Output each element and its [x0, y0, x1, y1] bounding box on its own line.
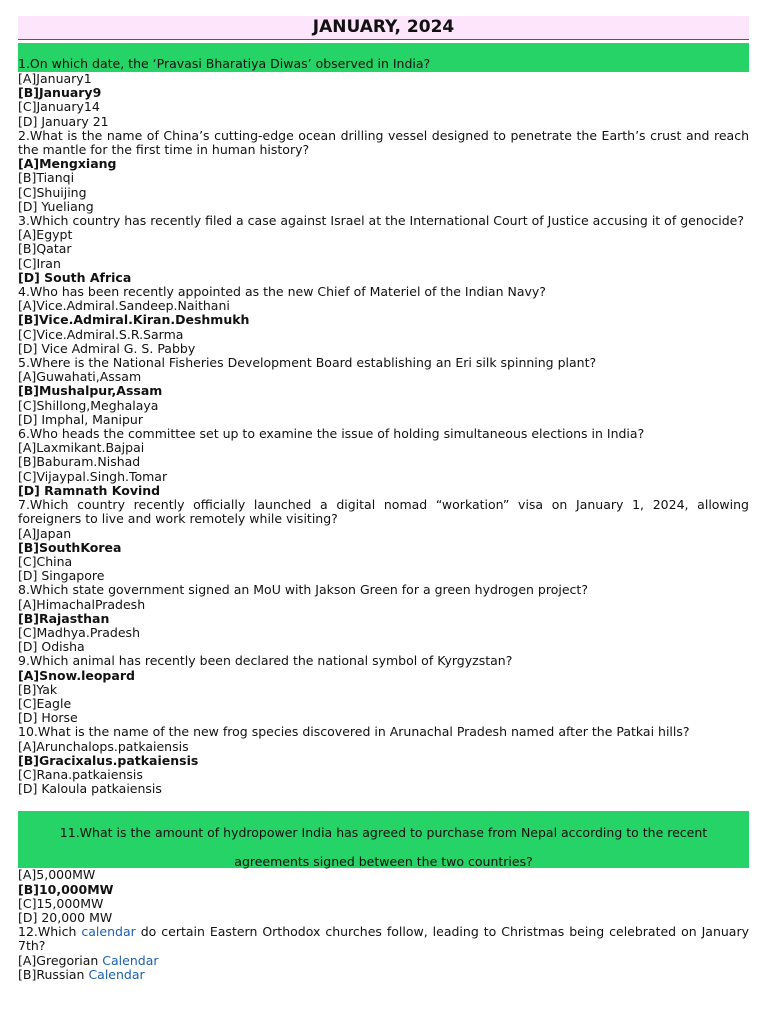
- q6-option-d-answer: [D] Ramnath Kovind: [18, 482, 161, 498]
- q11-option-d: [D] 20,000 MW: [18, 909, 113, 925]
- q12-option-a-calendar-link[interactable]: Calendar: [102, 952, 159, 968]
- q12-text-pre: 12.Which: [18, 924, 82, 940]
- question-7-text: 7.Which country recently officially launched a digital nomad “workation” visa on January 1, 2024, allowing foreigners to live and work remotely while visiting?: [18, 497, 749, 527]
- q1-option-a: [A]January1: [18, 71, 92, 86]
- q10-option-c: [C]Rana.patkaiensis: [18, 766, 143, 782]
- calendar-link[interactable]: calendar: [81, 924, 136, 940]
- q12-option-a-label: [A]Gregorian: [18, 952, 103, 968]
- q3-option-a: [A]Egypt: [18, 227, 73, 243]
- question-10-text: 10.What is the name of the new frog species discovered in Arunachal Pradesh named after the Patkai hills?: [18, 724, 690, 740]
- q8-option-b-answer: [B]Rajasthan: [18, 610, 110, 626]
- q12-text-post: do certain Eastern Orthodox churches follow, leading to Christmas being celebrated on January 7th?: [18, 924, 749, 954]
- q4-option-b-answer: [B]Vice.Admiral.Kiran.Deshmukh: [18, 312, 250, 328]
- q2-option-c: [C]Shuijing: [18, 184, 87, 200]
- q4-option-c: [C]Vice.Admiral.S.R.Sarma: [18, 326, 184, 342]
- q6-option-a: [A]Laxmikant.Bajpai: [18, 440, 145, 456]
- question-11-line2: agreements signed between the two countries?: [234, 854, 533, 870]
- question-3-text: 3.Which country has recently filed a case against Israel at the International Court of Justice accusing it of genocide?: [18, 213, 744, 229]
- q3-option-b: [B]Qatar: [18, 241, 72, 257]
- question-9-text: 9.Which animal has recently been declared the national symbol of Kyrgyzstan?: [18, 653, 513, 669]
- q12-option-b-label: [B]Russian: [18, 966, 89, 982]
- q10-option-a: [A]Arunchalops.patkaiensis: [18, 738, 189, 754]
- question-12-text: [18, 925, 749, 953]
- q1-option-b-answer: [B]January9: [18, 85, 102, 101]
- q7-option-d: [D] Singapore: [18, 568, 105, 584]
- q4-option-a: [A]Vice.Admiral.Sandeep.Naithani: [18, 298, 230, 314]
- question-5-text: 5.Where is the National Fisheries Development Board establishing an Eri silk spinning plant?: [18, 355, 597, 371]
- page-title: JANUARY, 2024: [18, 16, 749, 40]
- q6-option-c: [C]Vijaypal.Singh.Tomar: [18, 468, 168, 484]
- question-6-text: 6.Who heads the committee set up to examine the issue of holding simultaneous elections in India?: [18, 426, 645, 442]
- q11-option-a: [A]5,000MW: [18, 867, 96, 883]
- q4-option-d: [D] Vice Admiral G. S. Pabby: [18, 340, 196, 356]
- question-1-text: 1.On which date, the ‘Pravasi Bharatiya Diwas’ observed in India?: [18, 56, 431, 71]
- q5-option-d: [D] Imphal, Manipur: [18, 411, 143, 427]
- q5-option-c: [C]Shillong,Meghalaya: [18, 397, 159, 413]
- q1-option-d: [D] January 21: [18, 113, 109, 129]
- q7-option-c: [C]China: [18, 553, 73, 569]
- question-11-banner: [18, 811, 749, 868]
- question-11-line1: 11.What is the amount of hydropower India has agreed to purchase from Nepal according to the recent: [59, 825, 708, 841]
- q2-option-b: [B]Tianqi: [18, 170, 75, 186]
- q12-option-b-calendar-link[interactable]: Calendar: [88, 966, 145, 982]
- q6-option-b: [B]Baburam.Nishad: [18, 454, 141, 470]
- q9-option-b: [B]Yak: [18, 681, 58, 697]
- question-1-banner: [18, 43, 749, 72]
- quiz-page: [18, 16, 749, 982]
- question-2-text: 2.What is the name of China’s cutting-edge ocean drilling vessel designed to penetrate the Earth’s crust and reach the mantle for the first time in human history?: [18, 127, 749, 158]
- q11-option-c: [C]15,000MW: [18, 895, 104, 911]
- q9-option-d: [D] Horse: [18, 710, 78, 726]
- q5-option-b-answer: [B]Mushalpur,Assam: [18, 383, 163, 399]
- q2-option-a-answer: [A]Mengxiang: [18, 156, 117, 172]
- q12-option-b: [18, 968, 749, 982]
- q10-option-d: [D] Kaloula patkaiensis: [18, 781, 162, 797]
- q7-option-b-answer: [B]SouthKorea: [18, 539, 122, 555]
- q9-option-c: [C]Eagle: [18, 695, 72, 711]
- q11-option-b-answer: [B]10,000MW: [18, 881, 114, 897]
- q9-option-a-answer: [A]Snow.leopard: [18, 667, 135, 683]
- q8-option-a: [A]HimachalPradesh: [18, 596, 146, 612]
- q5-option-a: [A]Guwahati,Assam: [18, 369, 142, 385]
- q7-option-a: [A]Japan: [18, 525, 72, 541]
- q12-option-a: [18, 954, 749, 968]
- q2-option-d: [D] Yueliang: [18, 198, 94, 214]
- question-8-text: 8.Which state government signed an MoU with Jakson Green for a green hydrogen project?: [18, 582, 588, 598]
- q3-option-c: [C]Iran: [18, 255, 61, 271]
- question-4-text: 4.Who has been recently appointed as the new Chief of Materiel of the Indian Navy?: [18, 284, 546, 300]
- q8-option-c: [C]Madhya.Pradesh: [18, 624, 140, 640]
- q8-option-d: [D] Odisha: [18, 639, 85, 655]
- q3-option-d-answer: [D] South Africa: [18, 269, 132, 285]
- q1-option-c: [C]January14: [18, 99, 100, 115]
- q10-option-b-answer: [B]Gracixalus.patkaiensis: [18, 752, 199, 768]
